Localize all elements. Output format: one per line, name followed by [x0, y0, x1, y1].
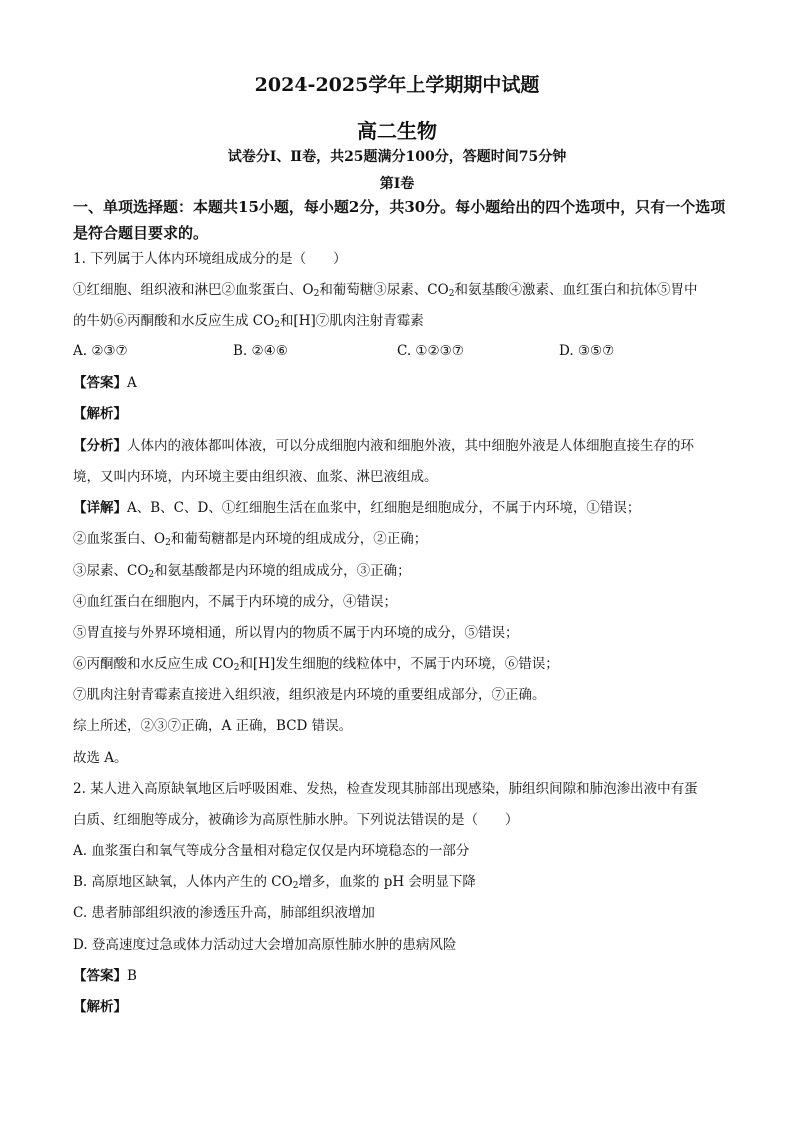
- q1-fenxi-line2: 境，又叫内环境，内环境主要由组织液、血浆、淋巴液组成。: [73, 469, 438, 485]
- q1-analysis-label: 【解析】: [73, 406, 127, 422]
- subscript: 2: [448, 289, 455, 299]
- q1-answer: [73, 374, 728, 392]
- subscript: 2: [148, 570, 155, 580]
- q2-option-b-a: B. 高原地区缺氧，人体内产生的 CO: [73, 874, 293, 890]
- q2-option-b-b: 增多，血浆的 pH 会明显下降: [298, 874, 476, 890]
- answer-value: A: [127, 375, 137, 391]
- q1-detail-6: [73, 655, 728, 673]
- answer-label: 【答案】: [73, 375, 127, 391]
- detail-3a: ③尿素、CO: [73, 563, 149, 579]
- q1-option-c: C. ①②③⑦: [397, 343, 464, 359]
- q1-conclusion: 故选 A。: [73, 750, 128, 766]
- q2-option-d: D. 登高速度过急或体力活动过大会增加高原性肺水肿的患病风险: [73, 937, 457, 953]
- xiangjie-label: 【详解】: [73, 500, 127, 516]
- exam-title: 2024-2025学年上学期期中试题: [254, 74, 540, 96]
- q2-answer: [73, 967, 728, 985]
- exam-info: 试卷分Ⅰ、Ⅱ卷，共25题满分100分，答题时间75分钟: [227, 149, 567, 165]
- subscript: 2: [165, 538, 171, 548]
- q1-stem: 1. 下列属于人体内环境组成成分的是（ ）: [73, 251, 347, 267]
- q1-xiangjie-line1: [73, 499, 728, 517]
- q1-items-1a: ①红细胞、组织液和淋巴②血浆蛋白、O: [73, 282, 314, 298]
- q1-options: [73, 343, 728, 361]
- q1-detail-5: ⑤胃直接与外界环境相通，所以胃内的物质不属于内环境的成分，⑤错误；: [73, 625, 519, 641]
- q1-detail-3: [73, 562, 728, 580]
- q2-option-b: [73, 873, 728, 891]
- answer-label: 【答案】: [73, 968, 127, 984]
- detail-2b: 和葡萄糖都是内环境的组成成分，②正确；: [170, 531, 428, 547]
- q1-items-2a: 的牛奶⑥丙酮酸和水反应生成 CO: [73, 313, 275, 329]
- subscript: 2: [274, 320, 280, 330]
- fenxi-text-1: 人体内的液体都叫体液，可以分成细胞内液和细胞外液，其中细胞外液是人体细胞直接生存的环: [127, 438, 694, 454]
- q1-detail-2: [73, 530, 728, 548]
- answer-value: B: [127, 968, 137, 984]
- detail-2a: ②血浆蛋白、O: [73, 531, 166, 547]
- q2-option-a: A. 血浆蛋白和氧气等成分含量相对稳定仅仅是内环境稳态的一部分: [73, 843, 470, 859]
- q1-items-line1: [73, 281, 728, 299]
- q1-items-2b: 和[H]⑦肌肉注射青霉素: [279, 313, 424, 329]
- q1-summary: 综上所述，②③⑦正确，A 正确，BCD 错误。: [73, 718, 353, 734]
- q1-items-1b: 和葡萄糖③尿素、CO: [319, 282, 449, 298]
- volume-label: 第Ⅰ卷: [379, 176, 415, 192]
- q1-items-1c: 和氨基酸④激素、血红蛋白和抗体⑤胃中: [454, 282, 698, 298]
- q2-analysis-label: 【解析】: [73, 999, 127, 1015]
- q1-option-d: D. ③⑤⑦: [559, 343, 615, 359]
- detail-6b: 和[H]发生细胞的线粒体中，不属于内环境，⑥错误；: [239, 656, 559, 672]
- q1-option-b: B. ②④⑥: [233, 343, 288, 359]
- fenxi-label: 【分析】: [73, 438, 127, 454]
- xiangjie-text-1: A、B、C、D、①红细胞生活在血浆中，红细胞是细胞成分，不属于内环境，①错误；: [127, 500, 641, 516]
- subject-title: 高二生物: [357, 119, 437, 143]
- subscript: 2: [313, 289, 320, 299]
- q1-detail-7: ⑦肌肉注射青霉素直接进入组织液，组织液是内环境的重要组成部分，⑦正确。: [73, 687, 546, 703]
- q2-option-c: C. 患者肺部组织液的渗透压升高，肺部组织液增加: [73, 905, 375, 921]
- q1-detail-4: ④血红蛋白在细胞内，不属于内环境的成分，④错误；: [73, 594, 397, 610]
- q2-stem-line1: 2. 某人进入高原缺氧地区后呼吸困难、发热，检查发现其肺部出现感染，肺组织间隙和肺泡渗出液中有蛋: [73, 781, 698, 797]
- q1-fenxi-line1: [73, 437, 728, 455]
- detail-3b: 和氨基酸都是内环境的组成成分，③正确；: [154, 563, 411, 579]
- subscript: 2: [292, 881, 299, 891]
- q2-stem-line2: 白质、红细胞等成分，被确诊为高原性肺水肿。下列说法错误的是（ ）: [73, 812, 519, 828]
- q1-items-line2: [73, 312, 728, 330]
- q1-option-a: A. ②③⑦: [73, 343, 128, 359]
- section-heading: 一、单项选择题：本题共15小题，每小题2分，共30分。每小题给出的四个选项中，只有一个选项是符合题目要求的。: [73, 198, 726, 242]
- subscript: 2: [233, 663, 240, 673]
- detail-6a: ⑥丙酮酸和水反应生成 CO: [73, 656, 234, 672]
